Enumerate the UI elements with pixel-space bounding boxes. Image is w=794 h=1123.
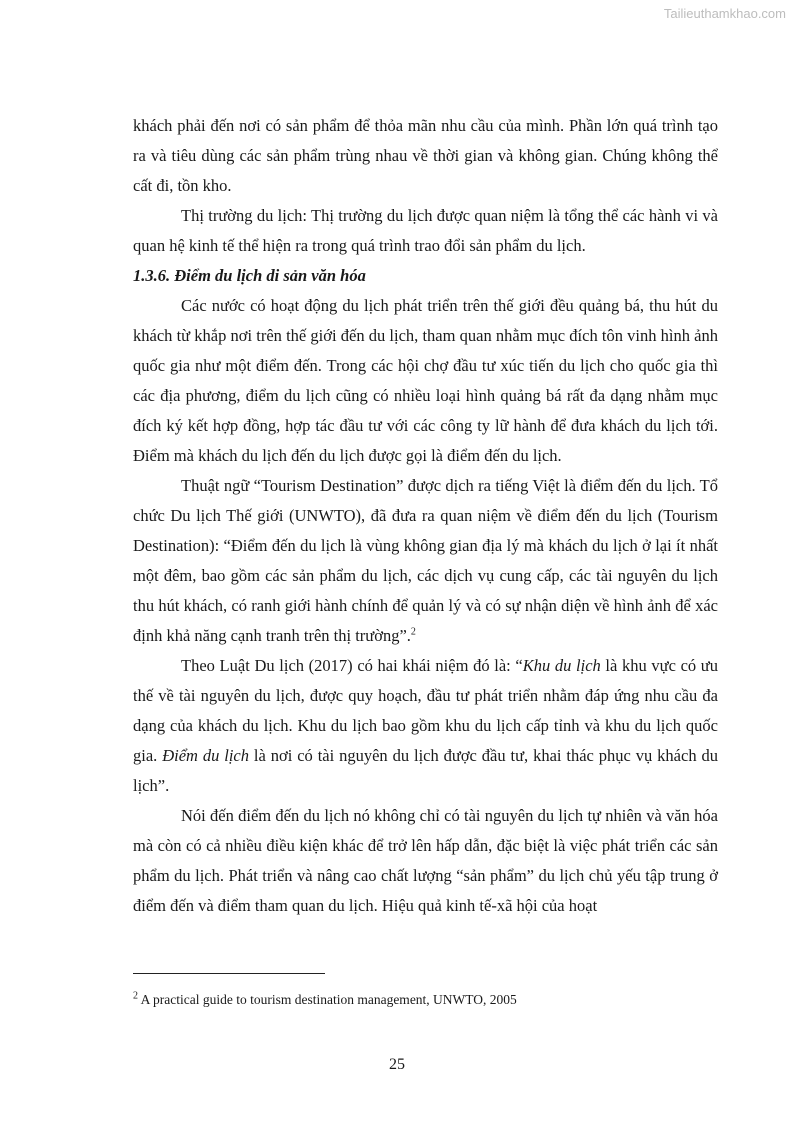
footnote xyxy=(133,990,718,1010)
page-number: 25 xyxy=(389,1056,405,1073)
page-body xyxy=(133,111,718,921)
term-khu-du-lich: Khu du lịch xyxy=(522,656,601,675)
section-heading: 1.3.6. Điểm du lịch di sản văn hóa xyxy=(133,266,366,285)
footnote-text: A practical guide to tourism destination management, UNWTO, 2005 xyxy=(138,992,517,1007)
watermark: Tailieuthamkhao.com xyxy=(663,6,786,21)
paragraph-continued: khách phải đến nơi có sản phẩm để thỏa mãn nhu cầu của mình. Phần lớn quá trình tạo ra và tiêu dùng các sản phẩm trùng nhau về thời gian và không gian. Chúng không thể cất đi, tồn kho. xyxy=(133,116,718,195)
term-diem-du-lich: Điểm du lịch xyxy=(162,746,250,765)
paragraph-destination: Nói đến điểm đến du lịch nó không chỉ có tài nguyên du lịch tự nhiên và văn hóa mà còn có cả nhiều điều kiện khác để trở lên hấp dẫn, đặc biệt là việc phát triển các sản phẩm du lịch. Phát triển và nâng cao chất lượng “sản phẩm” du lịch chủ yếu tập trung ở điểm đến và điểm tham quan du lịch. Hiệu quả kinh tế-xã hội của hoạt xyxy=(133,806,718,915)
footnote-separator xyxy=(133,973,325,974)
paragraph-promotion: Các nước có hoạt động du lịch phát triển trên thế giới đều quảng bá, thu hút du khách từ khắp nơi trên thế giới đến du lịch, tham quan nhằm mục đích tôn vinh hình ảnh quốc gia như một điểm đến. Trong các hội chợ đầu tư xúc tiến du lịch cho quốc gia thì các địa phương, điểm du lịch cũng có nhiều loại hình quảng bá rất đa dạng nhằm mục đích ký kết hợp đồng, hợp tác đầu tư với các công ty lữ hành để đưa khách du lịch tới. Điểm mà khách du lịch đến du lịch được gọi là điểm đến du lịch. xyxy=(133,296,718,465)
footnote-number: 2 xyxy=(133,990,138,1002)
paragraph-definition-text: Thuật ngữ “Tourism Destination” được dịch ra tiếng Việt là điểm đến du lịch. Tổ chức Du lịch Thế giới (UNWTO), đã đưa ra quan niệm về điểm đến du lịch (Tourism Destination): “Điểm đến du lịch là vùng không gian địa lý mà khách du lịch ở lại ít nhất một đêm, bao gồm các sản phẩm du lịch, các dịch vụ cung cấp, các tài nguyên du lịch thu hút khách, có ranh giới hành chính để quản lý và có sự nhận diện về hình ảnh để xác định khả năng cạnh tranh trên thị trường”. xyxy=(133,476,718,645)
law-text-1: Theo Luật Du lịch (2017) có hai khái niệm đó là: “ xyxy=(181,656,523,675)
paragraph-market: Thị trường du lịch: Thị trường du lịch được quan niệm là tổng thể các hành vi và quan hệ kinh tế thể hiện ra trong quá trình trao đổi sản phẩm du lịch. xyxy=(133,206,718,255)
paragraph-law xyxy=(133,651,718,801)
paragraph-definition xyxy=(133,471,718,651)
law-text-3: là nơi có tài nguyên du lịch được đầu tư, khai thác phục vụ khách du lịch”. xyxy=(133,746,718,795)
footnote-reference[interactable]: 2 xyxy=(410,626,416,638)
law-text-2: là khu vực có ưu thế về tài nguyên du lịch, được quy hoạch, đầu tư phát triển nhằm đáp ứng nhu cầu đa dạng của khách du lịch. Khu du lịch bao gồm khu du lịch cấp tỉnh và khu du lịch quốc gia. xyxy=(133,656,718,765)
